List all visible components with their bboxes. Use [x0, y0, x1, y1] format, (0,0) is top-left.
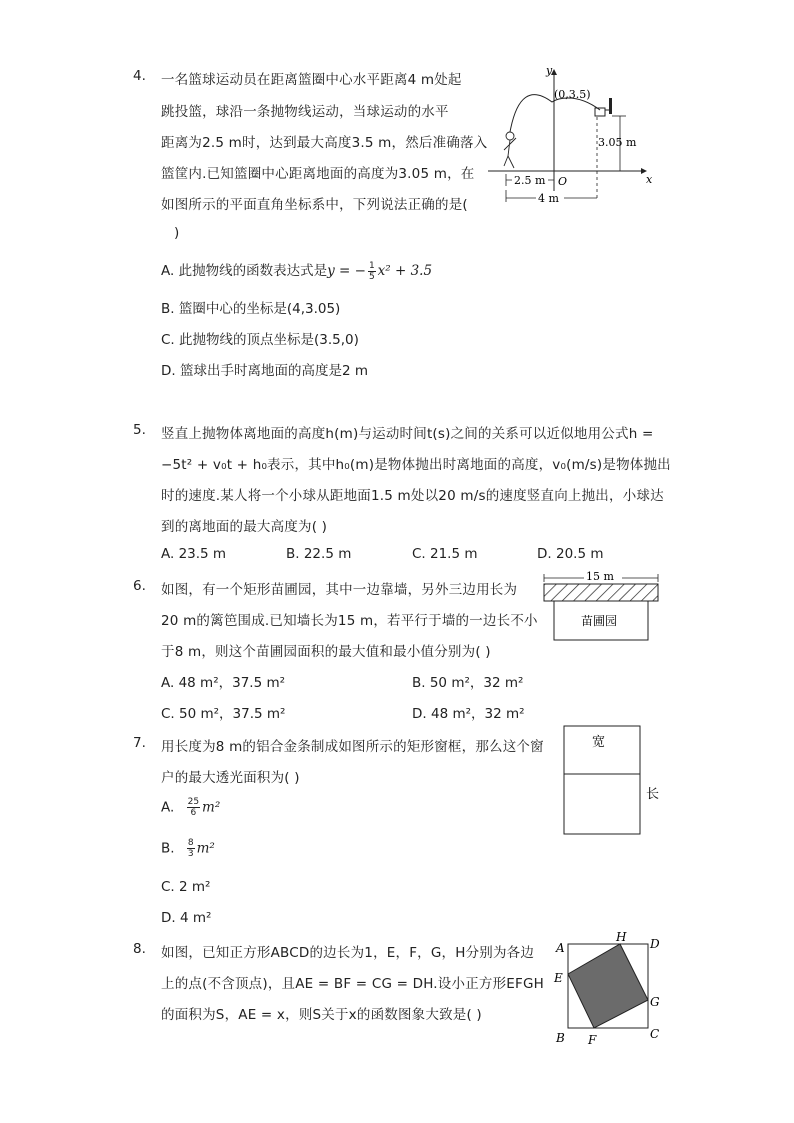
q5-option-b[interactable]: B. 22.5 m	[286, 546, 352, 562]
q5-line-1: 竖直上抛物体离地面的高度h(m)与运动时间t(s)之间的关系可以近似地用公式h =	[161, 426, 654, 442]
q8-square-efgh	[568, 944, 648, 1028]
q4-option-b[interactable]: B. 篮圈中心的坐标是(4,3.05)	[161, 301, 341, 317]
q7-a-num: 25	[187, 797, 200, 807]
q6-option-a[interactable]: A. 48 m²，37.5 m²	[161, 675, 286, 691]
q8-label-h: H	[616, 930, 627, 944]
q8-line-3: 的面积为S，AE = x，则S关于x的函数图象大致是( )	[161, 1007, 482, 1023]
q6-wall	[544, 584, 658, 601]
q4-frac-num: 1	[368, 260, 375, 271]
q5-line-3: 时的速度.某人将一个小球从距地面1.5 m处以20 m/s的速度竖直向上抛出，小球达	[161, 488, 664, 504]
q7-b-den: 3	[187, 849, 194, 859]
q4-option-c[interactable]: C. 此抛物线的顶点坐标是(3.5,0)	[161, 332, 359, 348]
q8-label-g: G	[650, 995, 660, 1009]
q7-a-den: 6	[190, 808, 197, 818]
q4-dist2-label: 4 m	[538, 192, 559, 205]
q7-number: 7.	[133, 735, 146, 751]
q8-line-2: 上的点(不含顶点)，且AE = BF = CG = DH.设小正方形EFGH	[161, 976, 545, 992]
q4-y-label: y	[546, 64, 553, 77]
q5-option-a[interactable]: A. 23.5 m	[161, 546, 227, 562]
q4-option-a[interactable]	[161, 259, 432, 282]
q8-label-d: D	[650, 937, 660, 951]
q8-label-f: F	[588, 1033, 597, 1047]
q8-label-b: B	[556, 1031, 565, 1045]
q7-option-c[interactable]: C. 2 m²	[161, 879, 211, 895]
q8-label-e: E	[554, 971, 563, 985]
q7-window-figure	[560, 724, 664, 838]
q4-vertex-label: (0,3.5)	[554, 88, 591, 101]
q7-line-2: 户的最大透光面积为( )	[161, 770, 300, 786]
q5-option-d[interactable]: D. 20.5 m	[537, 546, 604, 562]
q5-option-c[interactable]: C. 21.5 m	[412, 546, 478, 562]
q6-number: 6.	[133, 578, 146, 594]
q6-option-c[interactable]: C. 50 m²，37.5 m²	[161, 706, 286, 722]
q4-line-2: 跳投篮，球沿一条抛物线运动，当球运动的水平	[161, 104, 449, 120]
q6-line-1: 如图，有一个矩形苗圃园，其中一边靠墙，另外三边用长为	[161, 582, 518, 598]
q4-line-4: 篮筐内.已知篮圈中心距离地面的高度为3.05 m，在	[161, 166, 475, 182]
q4-player	[506, 132, 514, 140]
q6-garden-figure	[540, 566, 666, 644]
q7-option-a-label: A.	[161, 799, 175, 816]
q7-length-label: 长	[646, 787, 660, 802]
q8-label-c: C	[650, 1027, 660, 1041]
q6-line-3: 于8 m，则这个苗圃园面积的最大值和最小值分别为( )	[161, 644, 491, 660]
q7-option-a-fraction	[187, 797, 200, 818]
q4-backboard	[609, 98, 612, 114]
q4-line-6: )	[174, 225, 180, 241]
q4-line-3: 距离为2.5 m时，达到最大高度3.5 m，然后准确落入	[161, 135, 488, 151]
q4-option-a-text: A. 此抛物线的函数表达式是	[161, 263, 328, 279]
q6-wall-label: 15 m	[586, 570, 614, 583]
q4-frac-den: 5	[368, 271, 375, 282]
q5-line-2: −5t² + v₀t + h₀表示，其中h₀(m)是物体抛出时离地面的高度，v₀(m/s)是物体抛出	[161, 457, 671, 473]
q4-basketball-figure	[484, 60, 664, 210]
q5-line-4: 到的离地面的最大高度为( )	[161, 519, 328, 535]
q4-option-a-expr-pre: y = −	[327, 263, 366, 279]
q4-line-5: 如图所示的平面直角坐标系中，下列说法正确的是(	[161, 197, 468, 213]
q4-number: 4.	[133, 68, 146, 84]
q4-x-label: x	[646, 173, 653, 186]
q6-garden-label: 苗圃园	[581, 614, 618, 628]
q7-option-b-unit: m²	[196, 840, 215, 857]
q8-line-1: 如图，已知正方形ABCD的边长为1，E，F，G，H分别为各边	[161, 945, 535, 961]
q7-width-label: 宽	[592, 735, 606, 750]
q4-dist1-label: 2.5 m	[514, 174, 546, 187]
q4-option-a-fraction	[368, 261, 376, 282]
q7-line-1: 用长度为8 m的铝合金条制成如图所示的矩形窗框，那么这个窗	[161, 739, 544, 755]
q4-option-a-expr-post: x² + 3.5	[377, 263, 433, 279]
q4-height-label: 3.05 m	[598, 136, 637, 149]
q6-option-b[interactable]: B. 50 m²，32 m²	[412, 675, 524, 691]
q7-option-d[interactable]: D. 4 m²	[161, 910, 212, 926]
q4-line-1: 一名篮球运动员在距离篮圈中心水平距离4 m处起	[161, 72, 462, 88]
q7-b-num: 8	[187, 838, 194, 848]
q4-origin-label: O	[558, 175, 568, 188]
q8-label-a: A	[556, 941, 565, 955]
q7-option-a-unit: m²	[202, 799, 221, 816]
q4-basket	[595, 108, 605, 116]
q6-option-d[interactable]: D. 48 m²，32 m²	[412, 706, 525, 722]
q5-number: 5.	[133, 422, 146, 438]
q6-line-2: 20 m的篱笆围成.已知墙长为15 m，若平行于墙的一边长不小	[161, 613, 538, 629]
q8-square-figure	[550, 930, 666, 1048]
q7-option-a[interactable]	[161, 797, 220, 818]
q7-option-b[interactable]	[161, 838, 215, 859]
q4-option-d[interactable]: D. 篮球出手时离地面的高度是2 m	[161, 363, 369, 379]
q8-number: 8.	[133, 941, 146, 957]
q7-option-b-label: B.	[161, 840, 175, 857]
q7-option-b-fraction	[187, 838, 195, 859]
